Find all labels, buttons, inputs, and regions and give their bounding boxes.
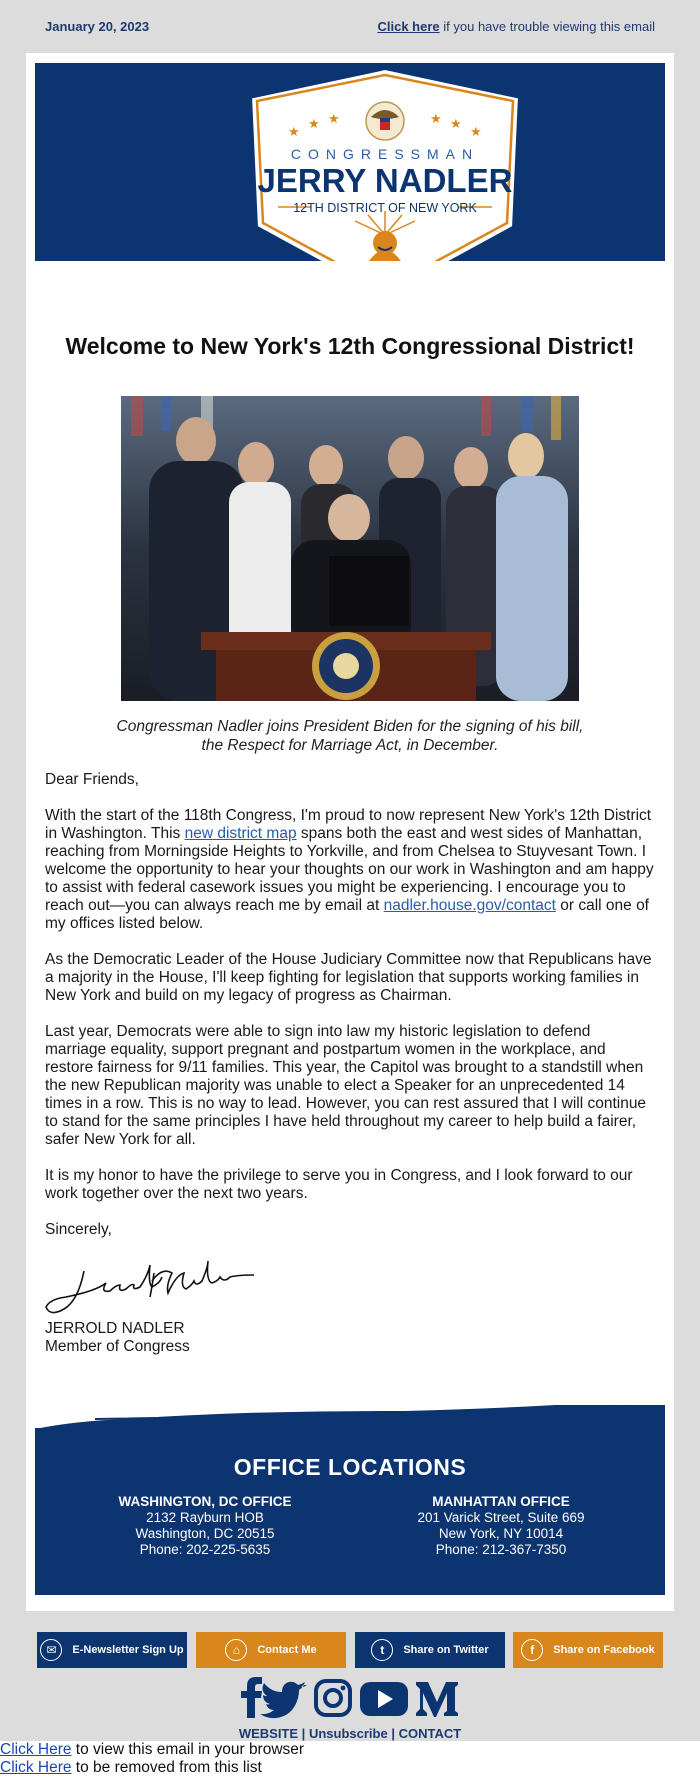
share-twitter-button[interactable] bbox=[355, 1632, 505, 1668]
dc-office-addr1: 2132 Rayburn HOB bbox=[146, 1510, 264, 1525]
dc-office-phone: Phone: 202-225-5635 bbox=[139, 1542, 271, 1557]
twitter-social-icon[interactable] bbox=[260, 1682, 307, 1718]
letter-body bbox=[45, 771, 655, 1257]
bill-signing-photo bbox=[121, 396, 579, 701]
twitter-icon: t bbox=[371, 1639, 393, 1661]
letter-paragraph-3: Last year, Democrats were able to sign into law my historic legislation to defend marriage equality, support pregnant and postpartum women in the workplace, and restore fairness for 9/11 families. This year, the Capitol was brought to a standstill when the new Republican majority was unable to elect a Speaker for an unprecedented 14 times in a row. This is no way to lead. However, you can rest assured that I will continue to stand for the same principles I have held throughout my career to help build a fairer, safer New York for all. bbox=[45, 1023, 647, 1148]
facebook-icon: f bbox=[521, 1639, 543, 1661]
remove-list-link[interactable]: Click Here bbox=[0, 1759, 72, 1776]
office-locations bbox=[35, 1428, 665, 1595]
dc-office-addr2: Washington, DC 20515 bbox=[135, 1526, 275, 1541]
manhattan-office-addr1: 201 Varick Street, Suite 669 bbox=[417, 1510, 585, 1525]
header-banner bbox=[35, 63, 665, 261]
svg-text:★: ★ bbox=[470, 125, 482, 140]
svg-text:★: ★ bbox=[288, 125, 300, 140]
manhattan-office-name: MANHATTAN OFFICE bbox=[432, 1494, 570, 1509]
view-in-browser-link[interactable]: Click here bbox=[377, 19, 440, 34]
svg-text:★: ★ bbox=[430, 112, 442, 127]
letter-paragraph-2: As the Democratic Leader of the House Judiciary Committee now that Republicans have a majority in the House, I'll keep fighting for legislation that supports working families in New York and build on my legacy of progress as Chairman. bbox=[45, 951, 652, 1004]
capitol-icon: ⌂ bbox=[225, 1639, 247, 1661]
envelope-icon: ✉ bbox=[40, 1639, 62, 1661]
share-twitter-label: Share on Twitter bbox=[403, 1644, 489, 1656]
caption-line2: the Respect for Marriage Act, in December. bbox=[201, 737, 499, 754]
logo-line2: JERRY NADLER bbox=[257, 162, 513, 199]
manhattan-office bbox=[371, 1494, 631, 1558]
office-locations-title: OFFICE LOCATIONS bbox=[233, 1454, 467, 1480]
letter-greeting: Dear Friends, bbox=[45, 771, 139, 788]
unsubscribe-link[interactable]: Unsubscribe bbox=[308, 1726, 388, 1741]
email-card bbox=[26, 53, 674, 1611]
eagle-seal-icon bbox=[366, 102, 404, 140]
dc-office-name: WASHINGTON, DC OFFICE bbox=[118, 1494, 292, 1509]
share-facebook-button[interactable] bbox=[513, 1632, 663, 1668]
medium-social-icon[interactable] bbox=[416, 1682, 458, 1717]
signature-image bbox=[44, 1259, 264, 1319]
newsletter-signup-label: E-Newsletter Sign Up bbox=[72, 1644, 184, 1656]
congressman-logo bbox=[35, 63, 665, 261]
caption-line1: Congressman Nadler joins President Biden for the signing of his bill, bbox=[116, 718, 584, 735]
bill-signing-illustration bbox=[121, 396, 579, 701]
page-headline: Welcome to New York's 12th Congressional District! bbox=[65, 333, 635, 359]
dc-office bbox=[75, 1494, 335, 1558]
facebook-social-icon[interactable] bbox=[241, 1677, 262, 1718]
footer-sep-2: | bbox=[391, 1726, 395, 1741]
letter-paragraph-4: It is my honor to have the privilege to serve you in Congress, and I look forward to our work together over the next two years. bbox=[45, 1167, 633, 1202]
email-date: January 20, 2023 bbox=[45, 19, 150, 34]
footer-contact-link[interactable]: CONTACT bbox=[398, 1726, 462, 1741]
view-trouble-notice bbox=[378, 19, 656, 34]
svg-text:★: ★ bbox=[450, 117, 462, 132]
contact-me-label: Contact Me bbox=[257, 1644, 317, 1656]
letter-closing: Sincerely, bbox=[45, 1221, 112, 1238]
contact-me-button[interactable] bbox=[196, 1632, 346, 1668]
bottom-links bbox=[0, 1741, 700, 1778]
contact-link[interactable]: nadler.house.gov/contact bbox=[383, 897, 556, 914]
share-bar bbox=[37, 1632, 663, 1668]
logo-line1: CONGRESSMAN bbox=[290, 146, 480, 162]
footer-links bbox=[0, 1726, 700, 1741]
district-map-link[interactable]: new district map bbox=[184, 825, 297, 842]
newsletter-signup-button[interactable] bbox=[37, 1632, 187, 1668]
instagram-social-icon[interactable] bbox=[316, 1681, 350, 1715]
view-browser-line bbox=[0, 1741, 700, 1759]
view-browser-link[interactable]: Click Here bbox=[0, 1741, 72, 1758]
signer-title: Member of Congress bbox=[45, 1338, 190, 1355]
p1-text-c: or call one of my offices listed below. bbox=[45, 897, 649, 932]
website-link[interactable]: WEBSITE bbox=[238, 1726, 299, 1741]
letter-paragraph-1 bbox=[45, 807, 655, 933]
p1-text-a: With the start of the 118th Congress, I'm proud to now represent New York's 12th District in Washington. This bbox=[45, 807, 652, 842]
youtube-social-icon[interactable] bbox=[360, 1682, 408, 1716]
manhattan-office-phone: Phone: 212-367-7350 bbox=[435, 1542, 567, 1557]
share-facebook-label: Share on Facebook bbox=[553, 1644, 655, 1656]
view-trouble-text: if you have trouble viewing this email bbox=[439, 19, 655, 34]
view-browser-text: to view this email in your browser bbox=[71, 1741, 305, 1758]
remove-list-line bbox=[0, 1759, 700, 1777]
logo-line3: 12TH DISTRICT OF NEW YORK bbox=[293, 201, 477, 215]
manhattan-office-addr2: New York, NY 10014 bbox=[438, 1526, 564, 1541]
top-bar bbox=[0, 0, 700, 52]
social-icons bbox=[233, 1676, 468, 1720]
remove-list-text: to be removed from this list bbox=[71, 1759, 262, 1776]
p1-text-b: spans both the east and west sides of Manhattan, reaching from Morningside Heights to Yorkville, and from Chelsea to Stuyvesant Town. I welcome the opportunity to hear your thoughts on our work in Washington and am happy to assist with federal casework issues you might be experiencing. I encourage you to reach out—you can always reach me by email at bbox=[45, 825, 654, 914]
svg-text:★: ★ bbox=[328, 112, 340, 127]
signer-name: JERROLD NADLER bbox=[45, 1320, 185, 1337]
svg-text:★: ★ bbox=[308, 117, 320, 132]
signer-block bbox=[45, 1320, 190, 1356]
footer-sep-1: | bbox=[301, 1726, 306, 1741]
photo-caption bbox=[46, 717, 654, 755]
